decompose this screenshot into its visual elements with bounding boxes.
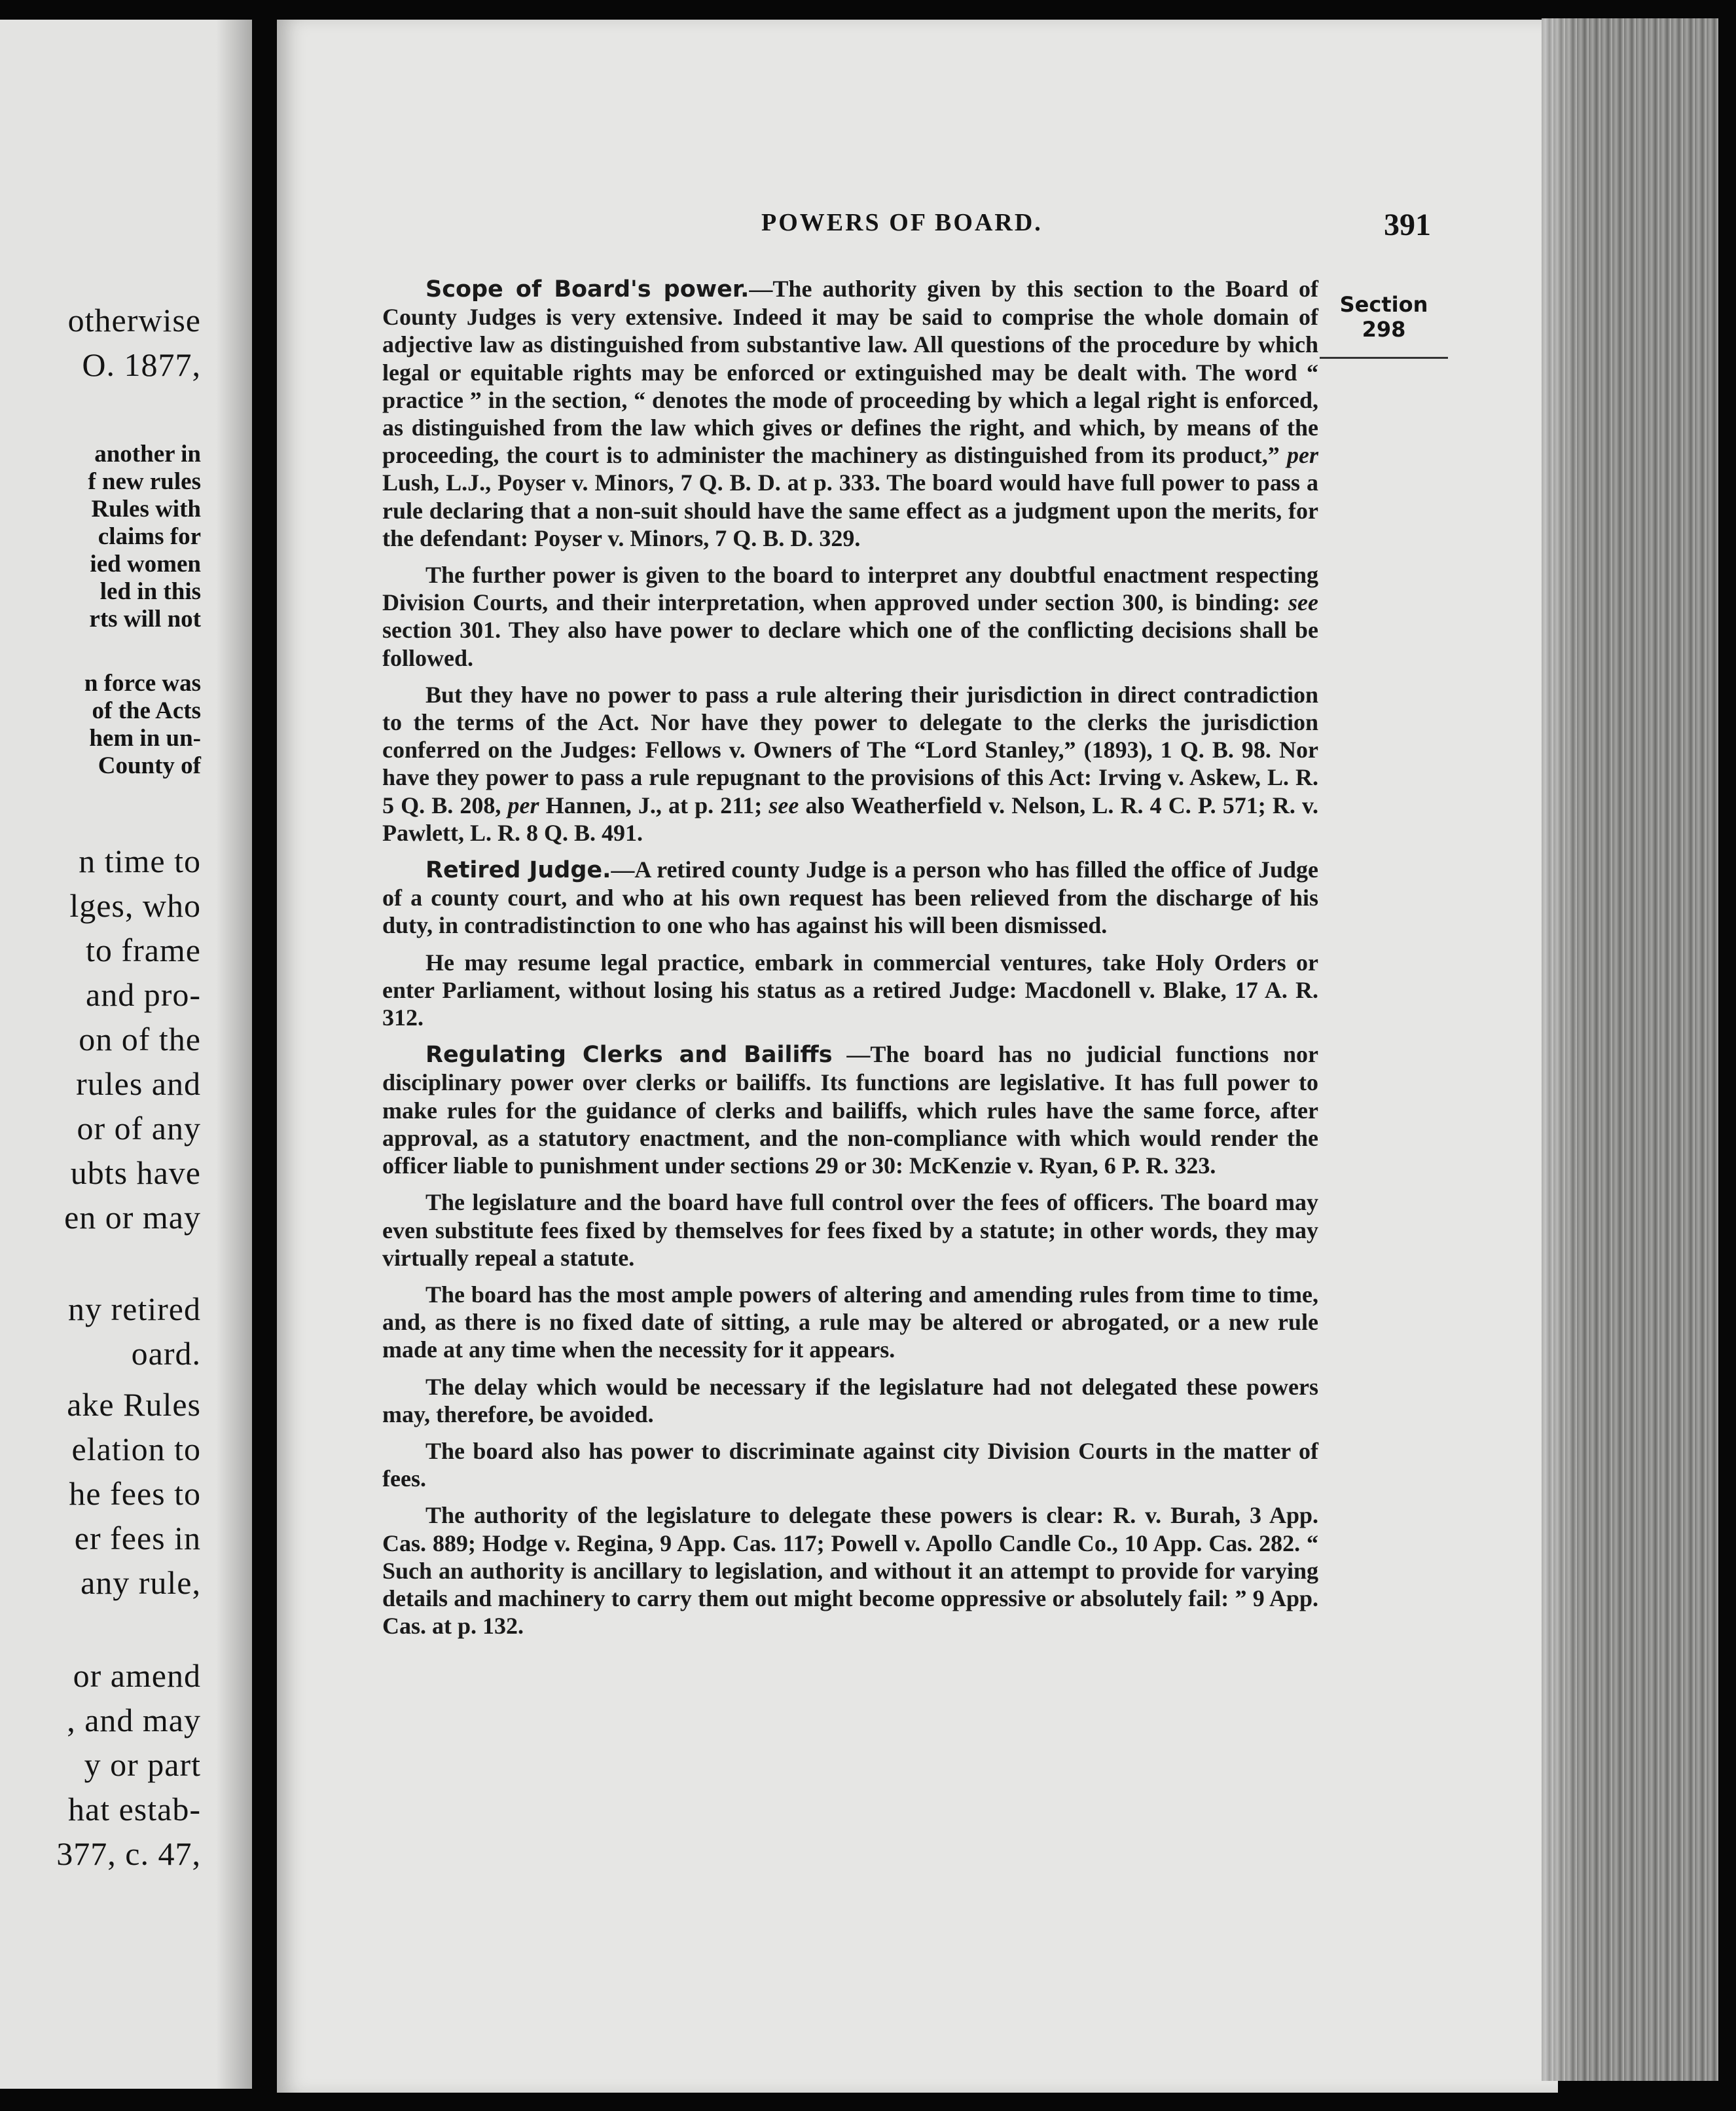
paragraph-text: —The authority given by this section to the Board of County Judges is very extensive. Indeed it may be said to comprise the whole domain of adjective law as distinguished from substantive law. All questions of the procedure by which legal or equitable rights may be enforced or extinguished may be dealt with. The word “ practice ” in the section, “ denotes the mode of proceeding by which a legal right is enforced, as distinguished from the law which gives or defines the right, and which, by means of the proceeding, the court is to administer the machinery as distinguished from its product,” — [382, 276, 1318, 469]
previous-page-line: n time to — [79, 843, 201, 879]
paragraph-heading: Retired Judge. — [425, 857, 611, 884]
paragraph — [382, 1373, 1318, 1428]
paragraph-text: also Weatherfield v. Nelson, L. R. 4 C. P. 571; R. v. Pawlett, L. R. 8 Q. B. 491. — [382, 792, 1318, 846]
previous-page-line: , and may — [67, 1702, 201, 1738]
paragraph-text: The delay which would be necessary if the legislature had not delegated these powers may, therefore, be avoided. — [382, 1373, 1318, 1427]
italic-text: see — [769, 792, 799, 818]
paragraph — [382, 1040, 1318, 1179]
previous-page-line: ny retired — [68, 1291, 201, 1327]
paragraph-text: The board has the most ample powers of altering and amending rules from time to time, and, as there is no fixed date of sitting, a rule may be altered or abrogated, or a new rule made at any time when the necessity for it appears. — [382, 1281, 1318, 1363]
previous-page-line: oard. — [131, 1335, 201, 1372]
previous-page-line: he fees to — [69, 1475, 201, 1512]
previous-page-line: on of the — [79, 1021, 201, 1057]
paragraph-text: Lush, L.J., Poyser v. Minors, 7 Q. B. D. at p. 333. The board would have full power to pass a rule declaring that a non-suit should have the same effect as a judgment upon the merits, for the defendant: Poyser v. Minors, 7 Q. B. D. 329. — [382, 469, 1318, 551]
previous-page-line: or of any — [77, 1110, 201, 1147]
paragraph-text: The legislature and the board have full control over the fees of officers. The board may even substitute fees fixed by themselves for fees fixed by a statute; in other words, they may virtually repeal a statute. — [382, 1189, 1318, 1271]
paragraph-heading: Regulating Clerks and Bailiffs — [425, 1042, 833, 1069]
paragraph — [382, 561, 1318, 672]
previous-page-line: ied women — [90, 551, 201, 578]
previous-page-line: of the Acts — [92, 697, 201, 724]
paragraph-text: He may resume legal practice, embark in commercial ventures, take Holy Orders or enter Parliament, without losing his status as a retired Judge: Macdonell v. Blake, 17 A. R. 312. — [382, 949, 1318, 1031]
section-margin-note — [1320, 292, 1448, 342]
previous-page-line: led in this — [99, 578, 201, 605]
section-number: 298 — [1362, 317, 1406, 342]
margin-rule — [1320, 357, 1448, 359]
previous-page-line: rules and — [76, 1065, 201, 1102]
previous-page-line: to frame — [86, 932, 201, 968]
italic-text: per — [1287, 442, 1318, 469]
running-head: POWERS OF BOARD. — [761, 209, 1043, 236]
previous-page-line: hat estab- — [68, 1791, 201, 1827]
paragraph-text: —The board has no judicial functions nor disciplinary power over clerks or bailiffs. Its functions are legislative. It has full power to make rules for the guidance of clerks and bailiffs, which rules have the same force, after approval, as a statutory enactment, and the non-compliance with which would render the officer liable to punishment under sections 29 or 30: McKenzie v. Ryan, 6 P. R. 323. — [382, 1041, 1318, 1179]
previous-page-fragment — [0, 20, 252, 2089]
previous-page-line: hem in un- — [89, 725, 201, 752]
paragraph-text: The board also has power to discriminate against city Division Courts in the matter of fees. — [382, 1437, 1318, 1492]
section-label: Section — [1339, 292, 1428, 317]
paragraph-text: The further power is given to the board to interpret any doubtful enactment respecting Division Courts, and their interpretation, when approved under section 300, is binding: — [382, 562, 1318, 616]
previous-page-line: y or part — [84, 1746, 201, 1783]
previous-page-line: another in — [94, 441, 201, 468]
italic-text: see — [1288, 589, 1318, 616]
paragraph-text: —A retired county Judge is a person who has filled the office of Judge of a county court, and who at his own request has been relieved from the discharge of his duty, in contradistinction to one who has against his will been dismissed. — [382, 856, 1318, 939]
previous-page-line: Rules with — [91, 496, 201, 523]
paragraph-text: But they have no power to pass a rule altering their jurisdiction in direct contradiction to the terms of the Act. Nor have they power to delegate to the clerks the jurisdiction conferred on the Judges: Fellows v. Owners of The “Lord Stanley,” (1893), 1 Q. B. 98. Nor have they power to pass a rule repugnant to the provisions of this Act: Irving v. Askew, L. R. 5 Q. B. 208, — [382, 681, 1318, 818]
previous-page-line: en or may — [64, 1199, 201, 1236]
previous-page-line: claims for — [98, 523, 201, 550]
previous-page-line: rts will not — [89, 606, 201, 633]
previous-page-line: ubts have — [70, 1154, 201, 1191]
paragraph-text: The authority of the legislature to delegate these powers is clear: R. v. Burah, 3 App. Cas. 889; Hodge v. Regina, 9 App. Cas. 117; Powell v. Apollo Candle Co., 10 App. Cas. 282. “ Such an authority is ancillary to legislation, and without it an attempt to provide for varying details and machinery to carry them out might become oppressive or absolutely fail: ” 9 App. Cas. at p. 132. — [382, 1502, 1318, 1640]
paragraph — [382, 856, 1318, 940]
paragraph — [382, 1501, 1318, 1640]
page-number: 391 — [1384, 208, 1431, 242]
paragraph-heading: Scope of Board's power. — [425, 276, 750, 303]
previous-page-line: any rule, — [81, 1564, 201, 1601]
previous-page-line: elation to — [71, 1431, 201, 1467]
italic-text: per — [507, 792, 539, 818]
paragraph-text: section 301. They also have power to declare which one of the conflicting decisions shall be followed. — [382, 617, 1318, 671]
previous-page-line: lges, who — [69, 887, 201, 924]
previous-page-line: otherwise — [67, 302, 201, 339]
previous-page-line: and pro- — [86, 976, 201, 1013]
previous-page-line: n force was — [84, 670, 201, 697]
body-text — [382, 275, 1318, 1649]
paragraph — [382, 1437, 1318, 1492]
paragraph — [382, 1188, 1318, 1272]
previous-page-line: ake Rules — [67, 1386, 201, 1423]
paragraph — [382, 1281, 1318, 1364]
previous-page-line: O. 1877, — [82, 346, 201, 383]
previous-page-line: County of — [98, 752, 201, 779]
previous-page-line: er fees in — [74, 1520, 201, 1556]
page-edges-shade — [1542, 18, 1581, 2081]
paragraph-text: Hannen, J., at p. 211; — [539, 792, 769, 818]
paragraph — [382, 949, 1318, 1032]
paragraph — [382, 275, 1318, 552]
previous-page-line: f new rules — [88, 468, 201, 495]
previous-page-line: or amend — [73, 1657, 201, 1694]
previous-page-line: 377, c. 47, — [56, 1835, 201, 1872]
gutter-shadow — [216, 20, 252, 2089]
paragraph — [382, 681, 1318, 847]
